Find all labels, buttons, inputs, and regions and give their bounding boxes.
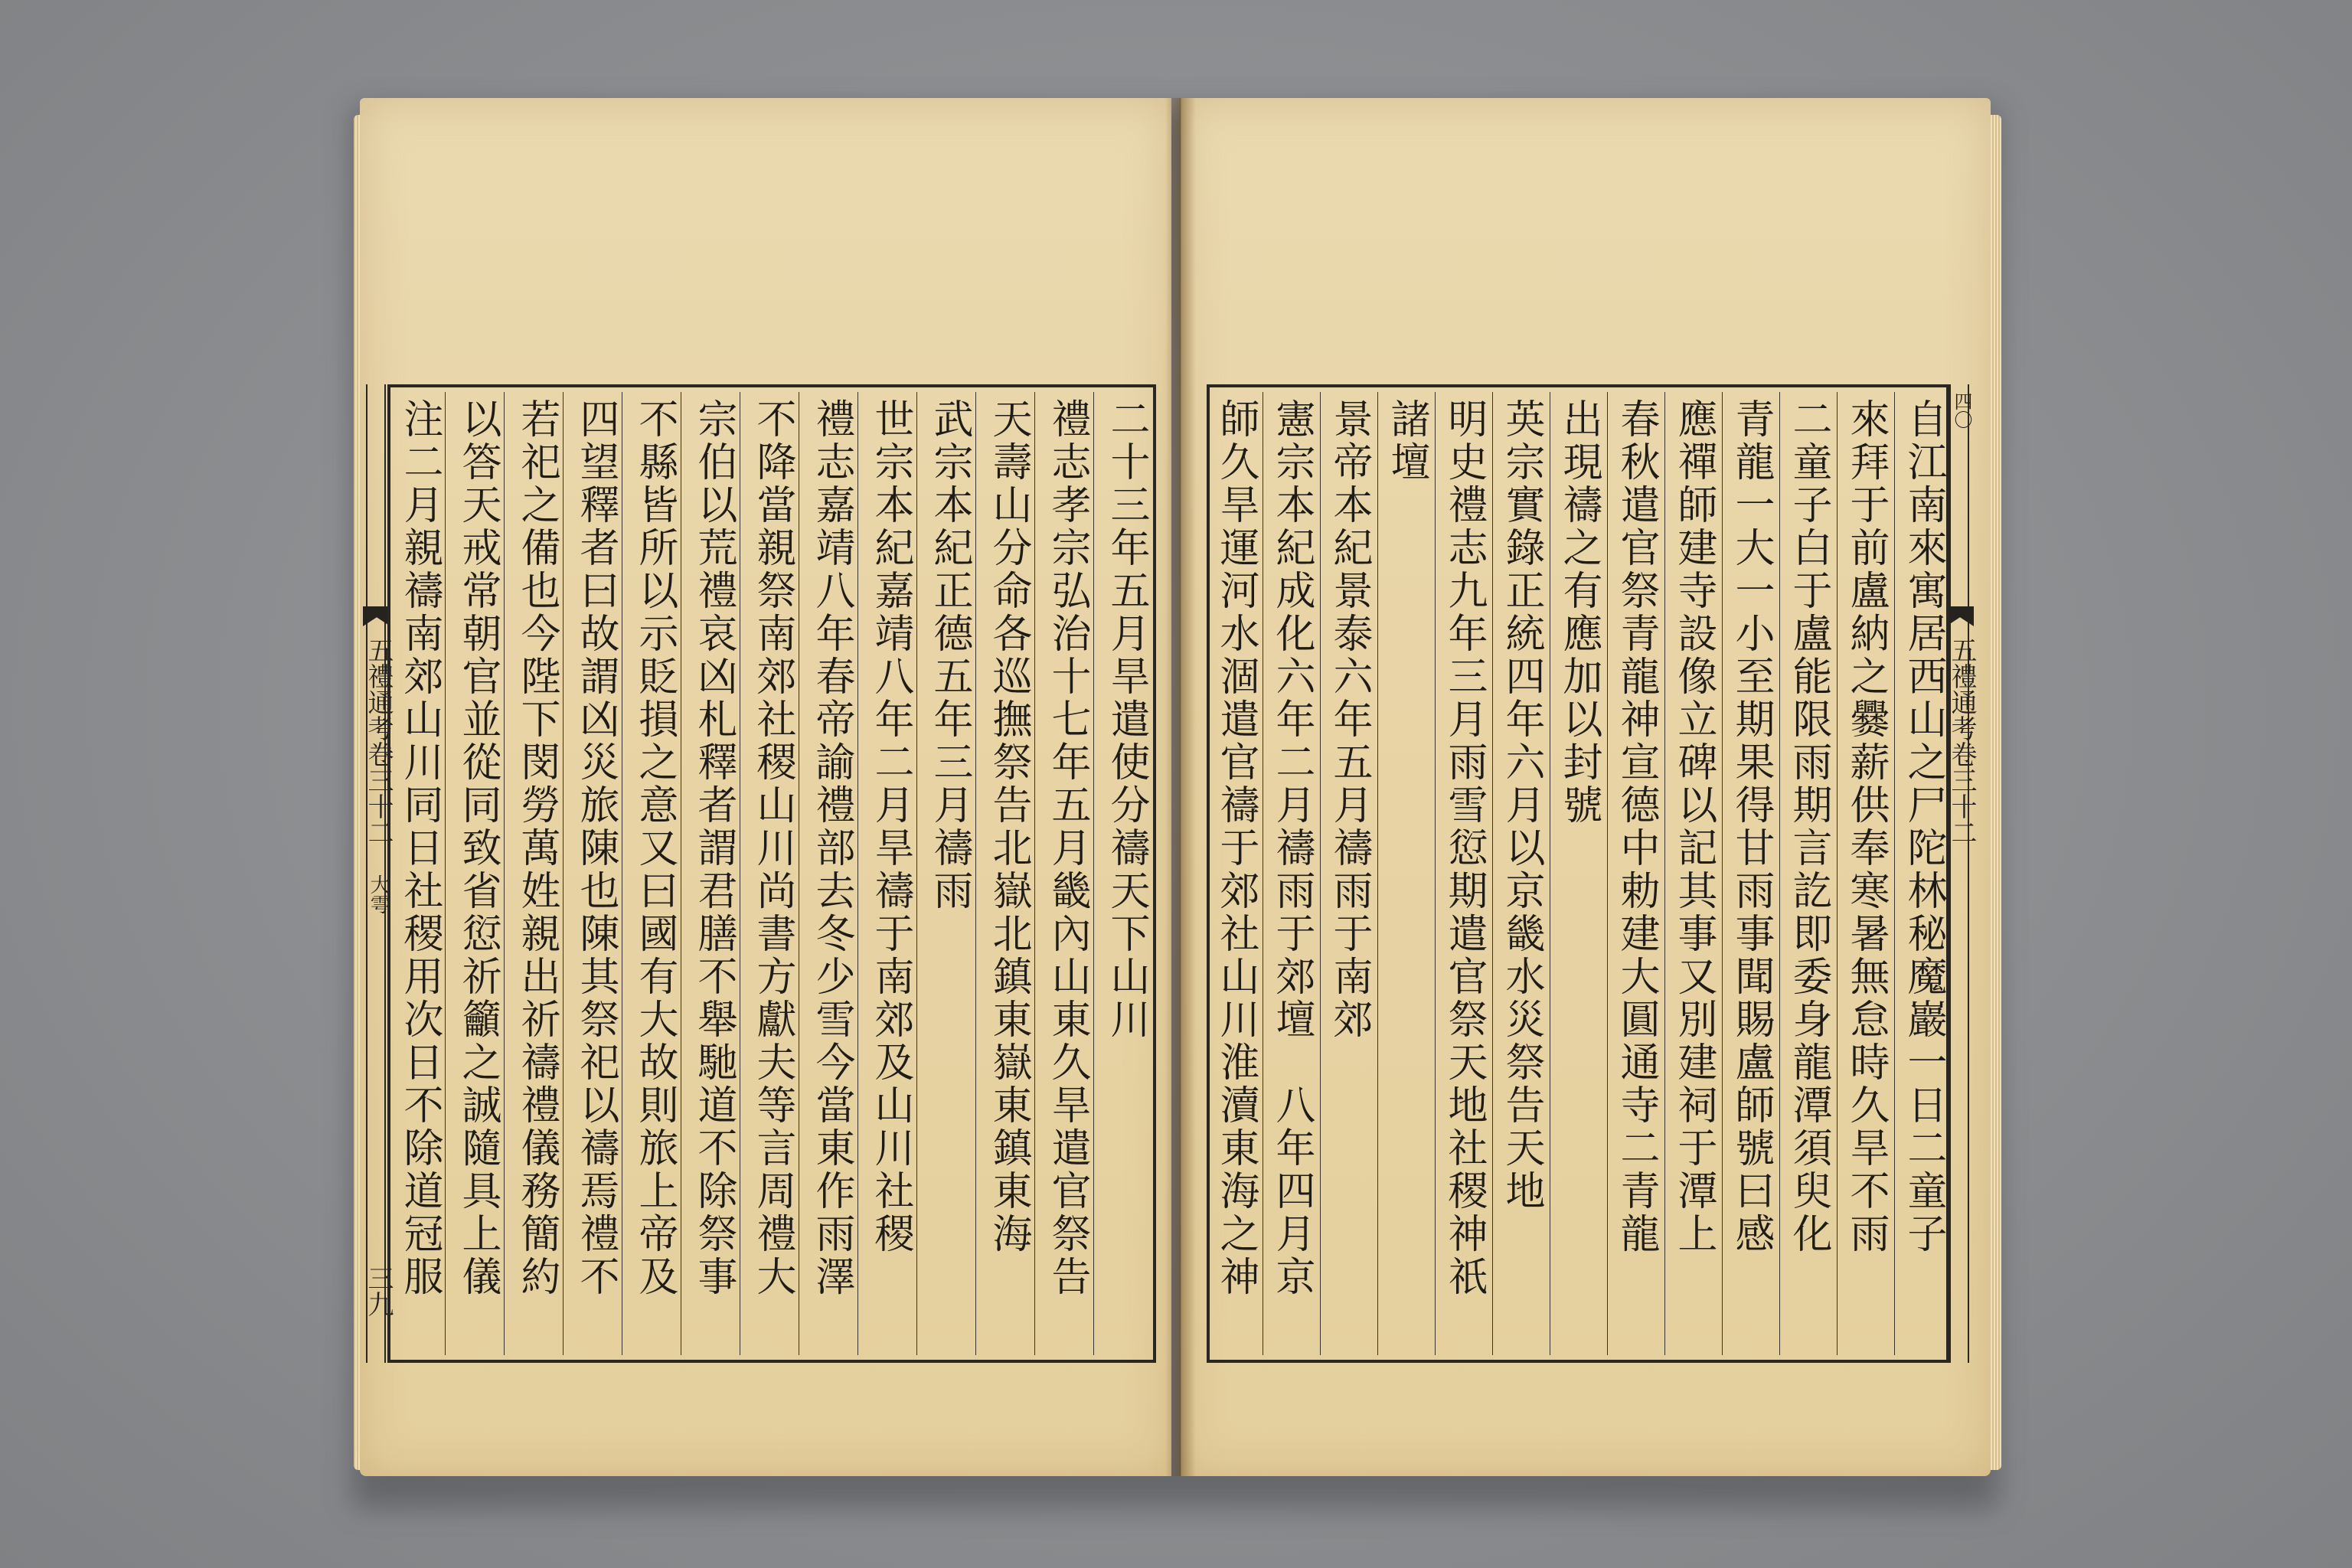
text-column-4: 青龍一大一小至期果得甘雨事聞賜盧師號曰感 (1728, 398, 1774, 1256)
text-column-12: 以答天戒常朝官並從同致省愆祈籲之誠隨具上儀 (455, 398, 501, 1298)
text-column-2: 來拜于前盧納之爨薪供奉寒暑無怠時久旱不雨 (1843, 398, 1889, 1256)
text-column-1: 自江南來寓居西山之尸陀林秘魔巖一日二童子 (1900, 398, 1946, 1256)
text-column-7: 不降當親祭南郊社稷山川尚書方獻夫等言周禮大 (750, 398, 795, 1298)
text-column-6: 春秋遣官祭青龍神宣德中勅建大圓通寺二青龍 (1613, 398, 1659, 1256)
text-column-3: 二童子白于盧能限雨期言訖即委身龍潭須臾化 (1785, 398, 1831, 1256)
fish-tail-mark (1946, 606, 1974, 626)
text-column-9: 不縣皆所以示貶損之意又曰國有大故則旅上帝及 (632, 398, 678, 1298)
left-fold-title: 五禮通考卷三十二 (363, 637, 394, 845)
fish-tail-mark (363, 606, 390, 626)
text-column-1: 二十三年五月旱遣使分禱天下山川 (1103, 398, 1149, 1041)
text-column-7: 出現禱之有應加以封號 (1556, 398, 1602, 827)
right-fold-title: 五禮通考卷三十二 (1946, 637, 1977, 845)
text-column-3: 天壽山分命各巡撫祭告北嶽北鎮東嶽東鎮東海 (985, 398, 1031, 1256)
text-column-11: 若祀之備也今陛下閔勞萬姓親出祈禱禮儀務簡約 (514, 398, 560, 1298)
text-column-10: 四望釋者曰故謂凶災旅陳也陳其祭祀以禱焉禮不 (573, 398, 619, 1298)
right-fold-page-number: 四〇 (1951, 392, 1972, 429)
text-column-9: 明史禮志九年三月雨雪愆期遣官祭天地社稷神祇 (1441, 398, 1487, 1298)
left-fold-column (363, 384, 394, 1363)
right-text-frame (1207, 384, 1949, 1363)
text-column-5: 世宗本紀嘉靖八年二月旱禱于南郊及山川社稷 (867, 398, 913, 1256)
left-fold-subtitle: 大雩 (367, 874, 390, 914)
text-column-11: 景帝本紀景泰六年五月禱雨于南郊 (1326, 398, 1372, 1041)
text-column-6: 禮志嘉靖八年春帝諭禮部去冬少雪今當東作雨澤 (808, 398, 854, 1298)
text-column-13: 師久旱運河水涸遣官禱于郊社山川淮瀆東海之神 (1213, 398, 1259, 1298)
right-fold-column (1946, 384, 1977, 1363)
text-column-10: 諸壇 (1383, 398, 1429, 484)
left-fold-page-number: 三九 (363, 1265, 394, 1317)
text-column-8: 英宗實錄正統四年六月以京畿水災祭告天地 (1498, 398, 1544, 1213)
text-column-12: 憲宗本紀成化六年二月禱雨于郊壇 八年四月京 (1269, 398, 1315, 1298)
text-column-4: 武宗本紀正德五年三月禱雨 (926, 398, 972, 913)
text-column-2: 禮志孝宗弘治十七年五月畿內山東久旱遣官祭告 (1044, 398, 1090, 1298)
text-column-13: 注二月親禱南郊山川同日社稷用次日不除道冠服 (397, 398, 443, 1298)
text-column-8: 宗伯以荒禮哀凶札釋者謂君膳不舉馳道不除祭事 (691, 398, 737, 1298)
left-text-frame (387, 384, 1156, 1363)
text-column-5: 應禪師建寺設像立碑以記其事又別建祠于潭上 (1671, 398, 1717, 1256)
book-gutter (1165, 98, 1196, 1476)
